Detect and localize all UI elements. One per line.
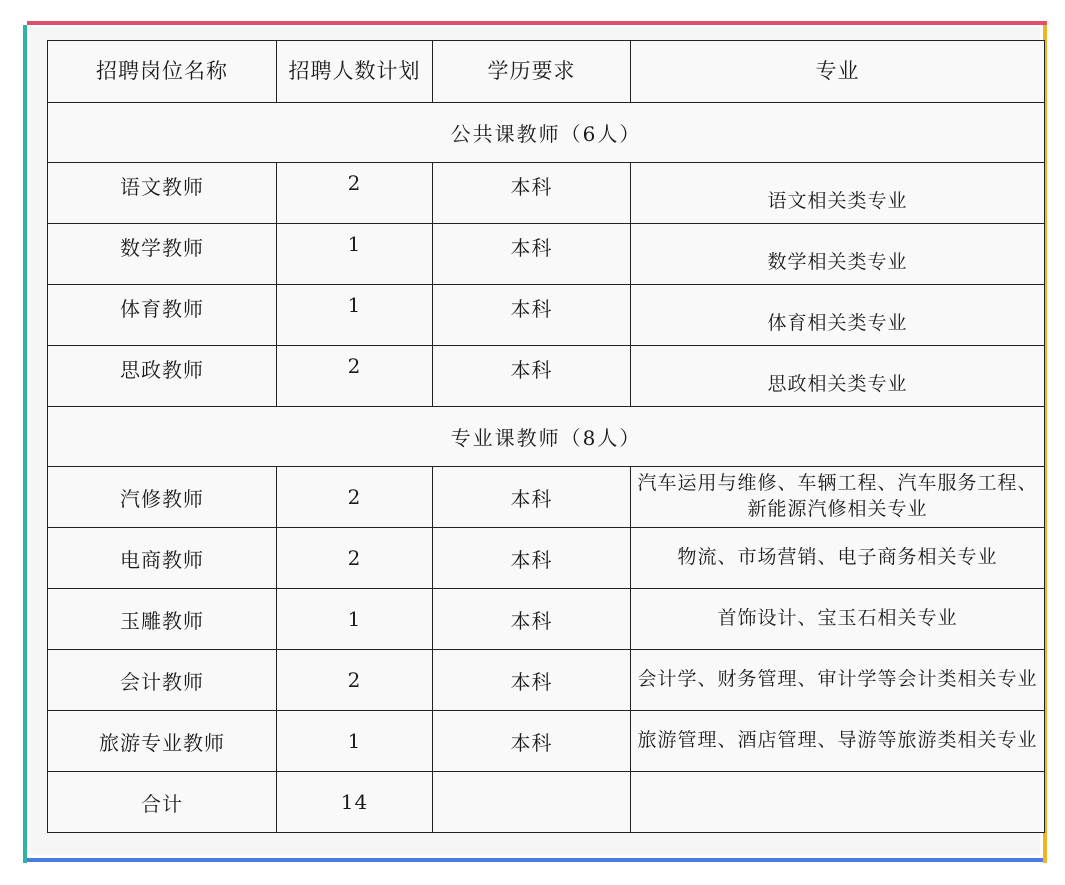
table-row	[48, 528, 1045, 589]
cell-major: 汽车运用与维修、车辆工程、汽车服务工程、新能源汽修相关专业	[631, 467, 1045, 528]
cell-education: 本科	[433, 285, 631, 346]
table-row	[48, 467, 1045, 528]
cell-headcount: 2	[277, 467, 433, 528]
total-major	[631, 772, 1045, 833]
cell-position-name: 电商教师	[48, 528, 277, 589]
cell-education: 本科	[433, 711, 631, 772]
section-row-professional	[48, 407, 1045, 467]
cell-major: 数学相关类专业	[631, 224, 1045, 285]
cell-headcount: 2	[277, 346, 433, 407]
table-row	[48, 346, 1045, 407]
total-headcount: 14	[277, 772, 433, 833]
total-education	[433, 772, 631, 833]
cell-major: 物流、市场营销、电子商务相关专业	[631, 528, 1045, 589]
cell-major: 思政相关类专业	[631, 346, 1045, 407]
table-row	[48, 589, 1045, 650]
header-education: 学历要求	[433, 41, 631, 103]
header-headcount: 招聘人数计划	[277, 41, 433, 103]
cell-major: 语文相关类专业	[631, 163, 1045, 224]
cell-headcount: 1	[277, 711, 433, 772]
header-row	[48, 41, 1045, 103]
cell-major: 旅游管理、酒店管理、导游等旅游类相关专业	[631, 711, 1045, 772]
table-row	[48, 224, 1045, 285]
cell-headcount: 1	[277, 589, 433, 650]
frame-top-border	[27, 21, 1047, 25]
cell-position-name: 数学教师	[48, 224, 277, 285]
cell-education: 本科	[433, 589, 631, 650]
cell-headcount: 2	[277, 650, 433, 711]
section-title-professional: 专业课教师（8人）	[48, 407, 1045, 467]
section-row-public	[48, 103, 1045, 163]
header-position-name: 招聘岗位名称	[48, 41, 277, 103]
cell-education: 本科	[433, 528, 631, 589]
cell-education: 本科	[433, 467, 631, 528]
total-label: 合计	[48, 772, 277, 833]
cell-position-name: 会计教师	[48, 650, 277, 711]
table-row	[48, 650, 1045, 711]
cell-major: 体育相关类专业	[631, 285, 1045, 346]
cell-education: 本科	[433, 346, 631, 407]
cell-headcount: 2	[277, 528, 433, 589]
cell-position-name: 体育教师	[48, 285, 277, 346]
cell-position-name: 语文教师	[48, 163, 277, 224]
cell-education: 本科	[433, 224, 631, 285]
header-major: 专业	[631, 41, 1045, 103]
table-row	[48, 163, 1045, 224]
cell-position-name: 思政教师	[48, 346, 277, 407]
table-row	[48, 711, 1045, 772]
cell-major: 首饰设计、宝玉石相关专业	[631, 589, 1045, 650]
table-row	[48, 285, 1045, 346]
total-row	[48, 772, 1045, 833]
frame-left-border	[23, 25, 27, 863]
frame-bottom-border	[27, 858, 1043, 862]
cell-position-name: 汽修教师	[48, 467, 277, 528]
cell-education: 本科	[433, 163, 631, 224]
cell-major: 会计学、财务管理、审计学等会计类相关专业	[631, 650, 1045, 711]
recruitment-table	[47, 40, 1045, 833]
cell-headcount: 1	[277, 224, 433, 285]
section-title-public: 公共课教师（6人）	[48, 103, 1045, 163]
cell-position-name: 玉雕教师	[48, 589, 277, 650]
cell-position-name: 旅游专业教师	[48, 711, 277, 772]
cell-education: 本科	[433, 650, 631, 711]
cell-headcount: 1	[277, 285, 433, 346]
cell-headcount: 2	[277, 163, 433, 224]
